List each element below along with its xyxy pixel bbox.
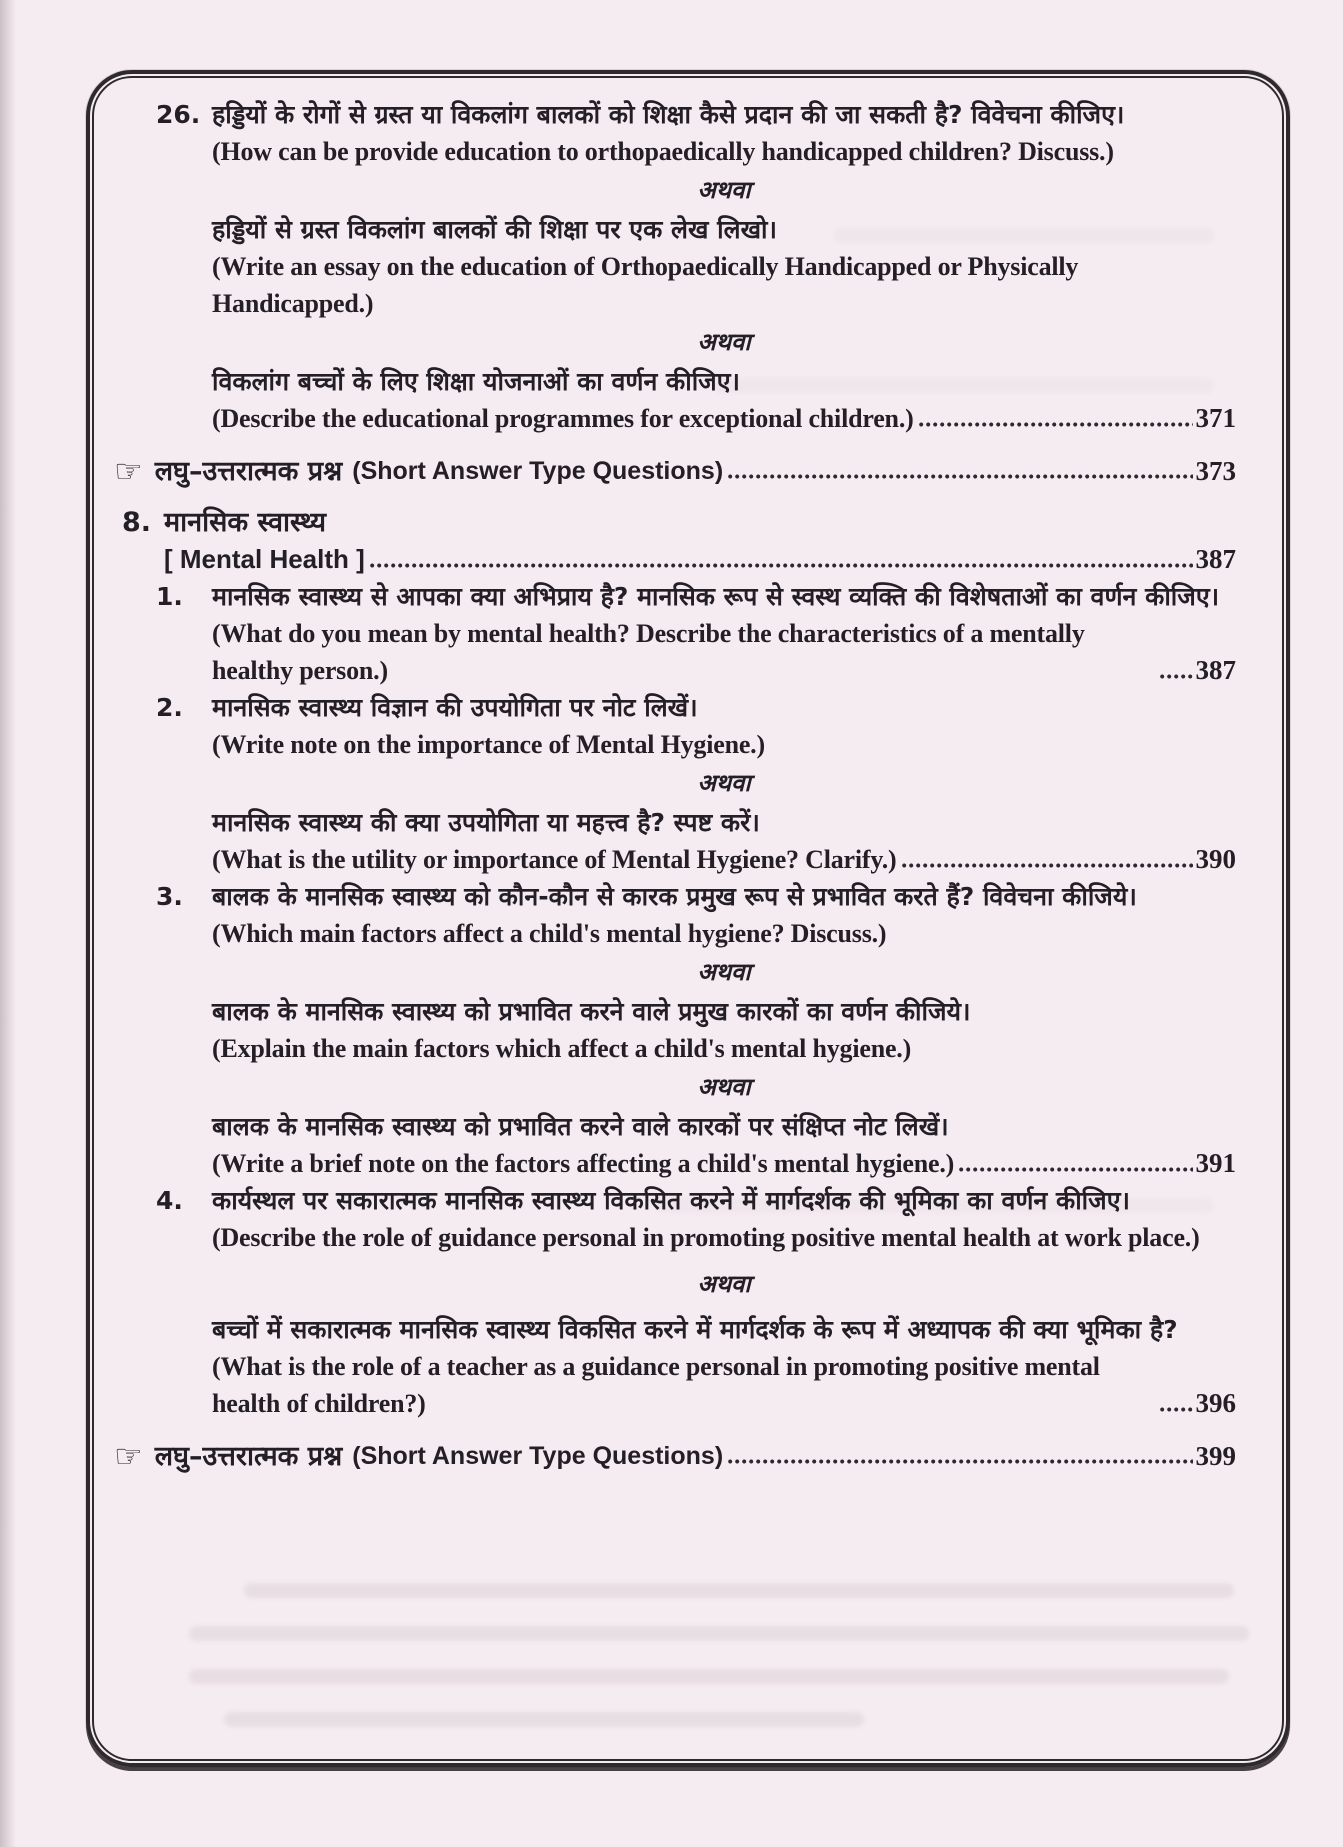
question-number: 4. <box>156 1186 183 1215</box>
page-number: 396 <box>1195 1388 1236 1418</box>
chapter-title-english-row <box>94 541 1236 578</box>
question-number: 3. <box>156 882 183 911</box>
or-divider-label: अथवा <box>697 328 751 356</box>
question-text-hindi: मानसिक स्वास्थ्य की क्या उपयोगिता या महत्त्व है? स्पष्ट करें। <box>212 808 760 837</box>
toc-entry-with-page <box>94 1145 1236 1182</box>
or-divider-label: अथवा <box>697 769 751 797</box>
toc-question <box>94 1182 1236 1219</box>
page-number: 373 <box>1195 456 1236 486</box>
toc-entry-with-page <box>94 615 1236 689</box>
question-text-english: (Write a brief note on the factors affecting a child's mental hygiene.) <box>212 1149 955 1178</box>
short-answer-heading <box>94 1438 1236 1475</box>
question-text-english: (What is the utility or importance of Mental Hygiene? Clarify.) <box>212 845 897 874</box>
question-text-english: (Which main factors affect a child's mental hygiene? Discuss.) <box>212 919 887 948</box>
dot-leader <box>727 1457 1192 1466</box>
dot-leader <box>369 561 1193 570</box>
question-text-hindi: बालक के मानसिक स्वास्थ्य को कौन-कौन से कारक प्रमुख रूप से प्रभावित करते हैं? विवेचना कीजिये। <box>212 882 1137 911</box>
content-box <box>92 76 1284 1761</box>
question-text-english: (Describe the educational programmes for exceptional children.) <box>212 404 914 433</box>
toc-question <box>94 878 1236 915</box>
toc-line <box>94 993 1236 1030</box>
dot-leader <box>958 1165 1192 1174</box>
question-text-hindi: बालक के मानसिक स्वास्थ्य को प्रभावित करने वाले प्रमुख कारकों का वर्णन कीजिये। <box>212 997 971 1026</box>
bleed-through-artifact <box>189 1626 1249 1641</box>
or-divider-label: अथवा <box>697 958 751 986</box>
or-divider <box>94 1069 1236 1106</box>
question-text-english: (What do you mean by mental health? Describe the characteristics of a mentally healthy person.) <box>212 619 1085 685</box>
dot-leader <box>1159 672 1193 681</box>
scan-left-edge-shadow <box>0 0 16 1847</box>
or-divider-label: अथवा <box>697 176 751 204</box>
dot-leader <box>1159 1405 1193 1414</box>
bleed-through-artifact <box>189 1669 1229 1684</box>
toc-question <box>94 578 1236 615</box>
toc-question <box>94 689 1236 726</box>
question-text-english: (How can be provide education to orthopaedically handicapped children? Discuss.) <box>212 137 1114 166</box>
question-text-hindi: हड्डियों से ग्रस्त विकलांग बालकों की शिक्षा पर एक लेख लिखो। <box>212 215 777 244</box>
toc-content <box>94 96 1236 1475</box>
toc-line <box>94 915 1236 952</box>
short-answer-label-hindi: लघु–उत्तरात्मक प्रश्न <box>154 1441 343 1472</box>
page-number: 399 <box>1195 1441 1236 1471</box>
chapter-title-hindi: मानसिक स्वास्थ्य <box>164 507 327 538</box>
short-answer-label-english: (Short Answer Type Questions) <box>352 1442 724 1470</box>
pointing-hand-icon: ☞ <box>114 1437 143 1475</box>
toc-line <box>94 726 1236 763</box>
toc-line <box>94 804 1236 841</box>
chapter-title-english: [ Mental Health ] <box>164 544 365 574</box>
question-number: 2. <box>156 693 183 722</box>
toc-line <box>94 1108 1236 1145</box>
or-divider <box>94 765 1236 802</box>
toc-line <box>94 1030 1236 1067</box>
pointing-hand-icon: ☞ <box>114 452 143 490</box>
toc-line <box>94 248 1236 322</box>
dot-leader <box>727 472 1192 481</box>
toc-question <box>94 96 1236 133</box>
page-number: 371 <box>1195 403 1236 433</box>
question-text-hindi: मानसिक स्वास्थ्य विज्ञान की उपयोगिता पर नोट लिखें। <box>212 693 698 722</box>
toc-entry-with-page <box>94 841 1236 878</box>
chapter-heading <box>94 504 1236 541</box>
question-text-hindi: बच्चों में सकारात्मक मानसिक स्वास्थ्य विकसित करने में मार्गदर्शक के रूप में अध्यापक की क्या भूमिका है? <box>212 1315 1178 1344</box>
question-text-english: (Write an essay on the education of Orthopaedically Handicapped or Physically Handicapped.) <box>212 252 1079 318</box>
dot-leader <box>918 420 1193 429</box>
question-text-english: (Describe the role of guidance personal in promoting positive mental health at work place.) <box>212 1223 1200 1252</box>
toc-entry-with-page <box>94 400 1236 437</box>
page-number: 387 <box>1195 655 1236 685</box>
question-text-english: (Explain the main factors which affect a child's mental hygiene.) <box>212 1034 912 1063</box>
or-divider <box>94 172 1236 209</box>
page-number: 387 <box>1195 544 1236 574</box>
toc-line <box>94 211 1236 248</box>
page-frame <box>86 70 1290 1767</box>
short-answer-heading <box>94 453 1236 490</box>
question-text-english: (Write note on the importance of Mental Hygiene.) <box>212 730 765 759</box>
question-text-hindi: बालक के मानसिक स्वास्थ्य को प्रभावित करने वाले कारकों पर संक्षिप्त नोट लिखें। <box>212 1112 949 1141</box>
short-answer-label-hindi: लघु–उत्तरात्मक प्रश्न <box>154 456 343 487</box>
question-text-hindi: हड्डियों के रोगों से ग्रस्त या विकलांग बालकों को शिक्षा कैसे प्रदान की जा सकती है? विवेचना कीजिए। <box>212 100 1125 129</box>
question-number: 1. <box>156 582 183 611</box>
or-divider-label: अथवा <box>697 1270 751 1298</box>
short-answer-label-english: (Short Answer Type Questions) <box>352 457 724 485</box>
toc-line <box>94 133 1236 170</box>
toc-line <box>94 363 1236 400</box>
page-number: 390 <box>1195 844 1236 874</box>
toc-entry-with-page <box>94 1348 1236 1422</box>
bleed-through-artifact <box>224 1712 864 1727</box>
toc-line <box>94 1311 1236 1348</box>
or-divider <box>94 324 1236 361</box>
chapter-number: 8. <box>122 507 152 538</box>
bleed-through-artifact <box>244 1583 1234 1598</box>
question-number: 26. <box>156 100 201 129</box>
question-text-hindi: कार्यस्थल पर सकारात्मक मानसिक स्वास्थ्य विकसित करने में मार्गदर्शक की भूमिका का वर्णन कीजिए। <box>212 1186 1131 1215</box>
question-text-english: (What is the role of a teacher as a guidance personal in promoting positive mental health of children?) <box>212 1352 1100 1418</box>
dot-leader <box>901 861 1193 870</box>
or-divider-label: अथवा <box>697 1073 751 1101</box>
or-divider <box>94 1266 1236 1303</box>
page-number: 391 <box>1195 1148 1236 1178</box>
question-text-hindi: मानसिक स्वास्थ्य से आपका क्या अभिप्राय है? मानसिक रूप से स्वस्थ व्यक्ति की विशेषताओं का वर्णन कीजिए। <box>212 582 1220 611</box>
question-text-hindi: विकलांग बच्चों के लिए शिक्षा योजनाओं का वर्णन कीजिए। <box>212 367 741 396</box>
or-divider <box>94 954 1236 991</box>
toc-line <box>94 1219 1236 1256</box>
